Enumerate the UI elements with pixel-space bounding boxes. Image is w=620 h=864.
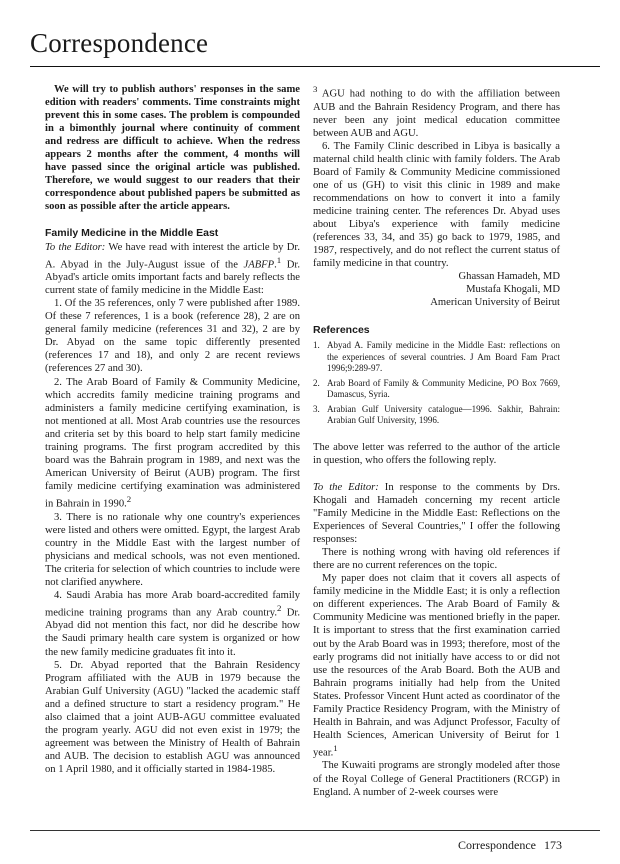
citation-sup: 1 — [333, 742, 338, 753]
letter-heading: Family Medicine in the Middle East — [45, 227, 219, 240]
right-column — [313, 83, 560, 799]
reference-number: 2. — [313, 377, 320, 388]
reply-salutation: To the Editor: — [313, 481, 379, 493]
signature-2: Mustafa Khogali, MD — [466, 284, 560, 296]
page-footer — [450, 838, 562, 853]
letter-point-5-text-b: AGU had nothing to do with the affiliation between AUB and the Bahrain Residency Program, and there has never been any joint medical education committee between AUB and AGU. — [313, 88, 560, 139]
letter-point-2-text: 2. The Arab Board of Family & Community Medicine, which accredits family medicine training programs and administers a family medicine certifying examination, is not mentioned at all. Most Arab countries use the resources and criteria set by this board to help start family medicine training programs. The first program accredited by this board was the Bahrain program in 1989, and next was the American University of Beirut (AUB) program. The first family medicine certifying examination was administered in Bahrain in 1990. — [45, 376, 300, 510]
page-number: 173 — [544, 838, 562, 852]
reply-paragraph-2-text: My paper does not claim that it covers all aspects of family medicine in the Middle East; it is only a reflection on different experiences. The Arab Board of Family & Community Medicine was mentioned briefly in the paper. It is important to stress that the first examination carried out by the Arab Board was in 1993; therefore, most of the early programs did not initially have access to or did not use the resources of the Arab Board. Both the AUB and Bahrain programs initially had help from the United States. Professor Vincent Hunt acted as coordinator of the Family Practice Residency Program, with the Ministry of Health in Bahrain, and was Adjunct Professor, Faculty of Health Sciences, American University of Beirut for 1 year. — [313, 573, 560, 759]
editorial-notice: We will try to publish authors' responses in the same edition with readers' comments. Time constraints might prevent this in some cases. The problem is compounded in a bimonthly journal where continuity of comment and redress are difficult to achieve. When the redress appears 2 months after the comment, 4 months will have passed since the original article was published. Therefore, we would suggest to our readers that their correspondence about published papers be submitted as soon as possible after the article appears. — [45, 84, 300, 213]
reference-list — [313, 340, 560, 427]
reference-number: 1. — [313, 340, 320, 351]
letter-point-5-continued — [313, 83, 560, 140]
reply-paragraph-1: There is nothing wrong with having old references if there are no current references on the topic. — [313, 547, 560, 572]
page-title: Correspondence — [30, 28, 209, 58]
reference-text: Arab Board of Family & Community Medicine, PO Box 7669, Damascus, Syria. — [327, 377, 560, 400]
left-column — [45, 83, 300, 776]
reference-item — [313, 378, 560, 401]
footer-section-label: Correspondence — [458, 838, 536, 852]
reply-intro — [313, 481, 560, 546]
reference-text: Abyad A. Family medicine in the Middle East: reflections on the experiences of several countries. J Am Board Fam Pract 1996;9:289-97. — [327, 340, 560, 374]
title-rule — [30, 66, 600, 67]
letter-intro: To the Editor: We have read with interest the article by Dr. A. Abyad in the July-August issue of the JABFP.$^1$ Dr. Abyad's article omits important facts and barely reflects the current state of family medicine in the Middle East: — [45, 241, 301, 297]
letter-intro-text-a: We have read with interest the article by Dr. A. Abyad in the July-August issue of the — [45, 241, 300, 271]
reference-item — [313, 340, 560, 375]
letter-point-6: 6. The Family Clinic described in Libya is basically a maternal child health clinic with family folders. The Arab Board of Family & Community Medicine commissioned one of us (GH) to visit this clinic in 1989 and make recommendations on how to convert it into a family medicine training center. The references Dr. Abyad uses about Libya's experience with family medicine (references 33, 34, and 35) go back to 1979, 1985, and 1987, respectively, and do not reflect the current status of family medicine in that country. — [313, 140, 560, 270]
signature-1: Ghassan Hamadeh, MD — [458, 271, 560, 283]
letter-point-2 — [45, 376, 300, 511]
citation-sup: 3 — [313, 84, 318, 94]
letter-point-4 — [45, 589, 300, 659]
citation-sup: 2 — [126, 493, 132, 504]
letter-point-4-text-b: Dr. Abyad did not mention this fact, nor did he describe how the Saudi primary health care system is organized or how the new family medicine graduates fit into it. — [45, 607, 300, 658]
letter-salutation: To the Editor: — [45, 241, 106, 253]
letter-heading-paragraph — [45, 227, 300, 240]
references-heading: References — [313, 324, 370, 337]
referral-note: The above letter was referred to the author of the article in question, who offers the following reply. — [313, 441, 560, 466]
reply-paragraph-2 — [313, 572, 560, 759]
letter-point-1: 1. Of the 35 references, only 7 were published after 1989. Of these 7 references, 1 is a book (reference 28), 2 are on general family medicine (references 31 and 32), 2 are by Dr. Abyad on the same topic differently presented (references 17 and 18), and only 2 are recent reviews (references 27 and 30). — [45, 298, 300, 375]
reference-item — [313, 404, 560, 427]
citation-sup: 2 — [277, 602, 282, 613]
signature-affiliation: American University of Beirut — [430, 297, 560, 309]
reference-number: 3. — [313, 403, 320, 414]
reply-intro-text: In response to the comments by Drs. Khogali and Hamadeh concerning my recent article "Family Medicine in the Middle East: Reflections on the Experiences of Several Countries," I offer the following responses: — [313, 481, 560, 546]
letter-point-4-text-a: 4. Saudi Arabia has more Arab board-accredited family medicine training programs than any Arab country. — [45, 589, 300, 619]
journal-abbrev: JABFP — [243, 259, 275, 271]
reply-paragraph-3: The Kuwaiti programs are strongly modeled after those of the Royal College of General Practitioners (RCGP) in England. A number of 2-week courses were — [313, 760, 560, 798]
letter-intro-text-b: Dr. Abyad's article omits important facts and barely reflects the current state of family medicine in the Middle East: — [45, 259, 301, 297]
reference-text: Arabian Gulf University catalogue—1996. Sakhir, Bahrain: Arabian Gulf University, 1996. — [327, 403, 560, 426]
letter-point-3: 3. There is no rationale why one country's experiences were listed and others were omitted. Egypt, the largest Arab country in the Middle East with the largest number of physicians and medical schools, was not even mentioned. The criteria for selection of which countries to include were not clarified anywhere. — [45, 511, 300, 588]
letter-point-5: 5. Dr. Abyad reported that the Bahrain Residency Program affiliated with the AUB in 1979 because the Arabian Gulf University (AGU) "lacked the academic staff and a defined structure to start a residency program." He also claimed that a joint AUB-AGU committee evaluated the program yearly. AGU did not even exist in 1979; the agreement was between the Ministry of Health of Bahrain and AUB. The decision to establish AGU was announced on 1 April 1980, and it officially started in 1984-1985. — [45, 659, 300, 775]
citation-sup: 1 — [276, 254, 282, 265]
footer-rule — [30, 830, 600, 831]
